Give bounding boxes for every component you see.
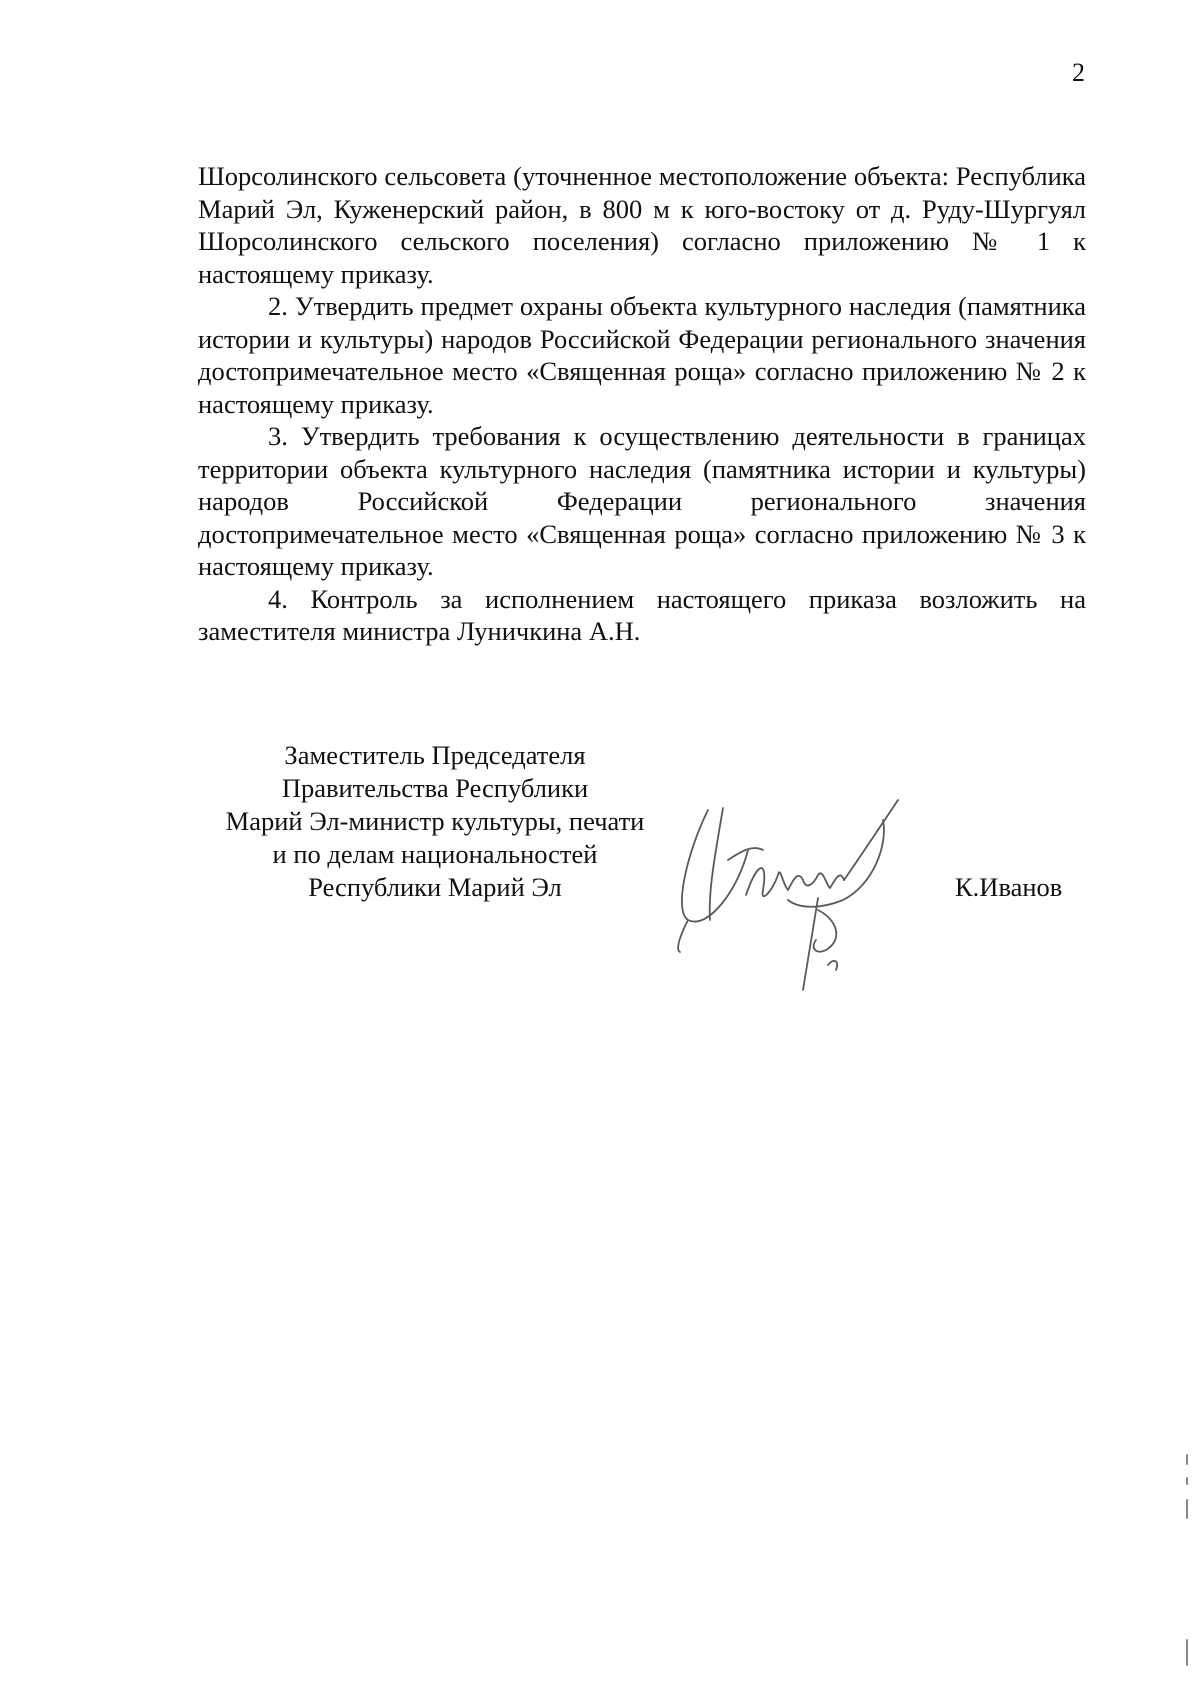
position-line: Правительства Республики bbox=[281, 773, 589, 803]
position-line: Заместитель Председателя bbox=[284, 740, 586, 770]
position-line: Марий Эл-министр культуры, печати bbox=[225, 806, 645, 836]
paragraph-item-3: 3. Утвердить требования к осуществлению деятельности в границах территории объекта культурного наследия (памятника истории и культуры) народов Российской Федерации регионального значения достопримечательное место «Священная роща» согласно приложению № 3 к настоящему приказу. bbox=[198, 421, 1086, 581]
position-line: и по делам национальностей bbox=[272, 839, 598, 869]
paragraph-continuation: Шорсолинского сельсовета (уточненное местоположение объекта: Республика Марий Эл, Куженерский район, в 800 м к юго-востоку от д. Руду-Шургуял Шорсолинского сельского поселения) согласно приложению № 1 к настоящему приказу. bbox=[198, 161, 1086, 289]
position-line: Республики Марий Эл bbox=[308, 872, 562, 902]
signatory-position bbox=[150, 739, 720, 904]
page-number: 2 bbox=[1072, 58, 1085, 87]
handwritten-signature-icon bbox=[668, 790, 958, 1000]
body-text bbox=[198, 160, 1086, 648]
paragraph-item-4: 4. Контроль за исполнением настоящего приказа возложить на заместителя министра Луничкина А.Н. bbox=[198, 583, 1086, 646]
paragraph-item-2: 2. Утвердить предмет охраны объекта культурного наследия (памятника истории и культуры) народов Российской Федерации регионального значения достопримечательное место «Священная роща» согласно приложению № 2 к настоящему приказу. bbox=[198, 291, 1086, 419]
scan-edge-marks bbox=[1184, 1450, 1190, 1670]
signatory-name: К.Иванов bbox=[955, 872, 1063, 902]
